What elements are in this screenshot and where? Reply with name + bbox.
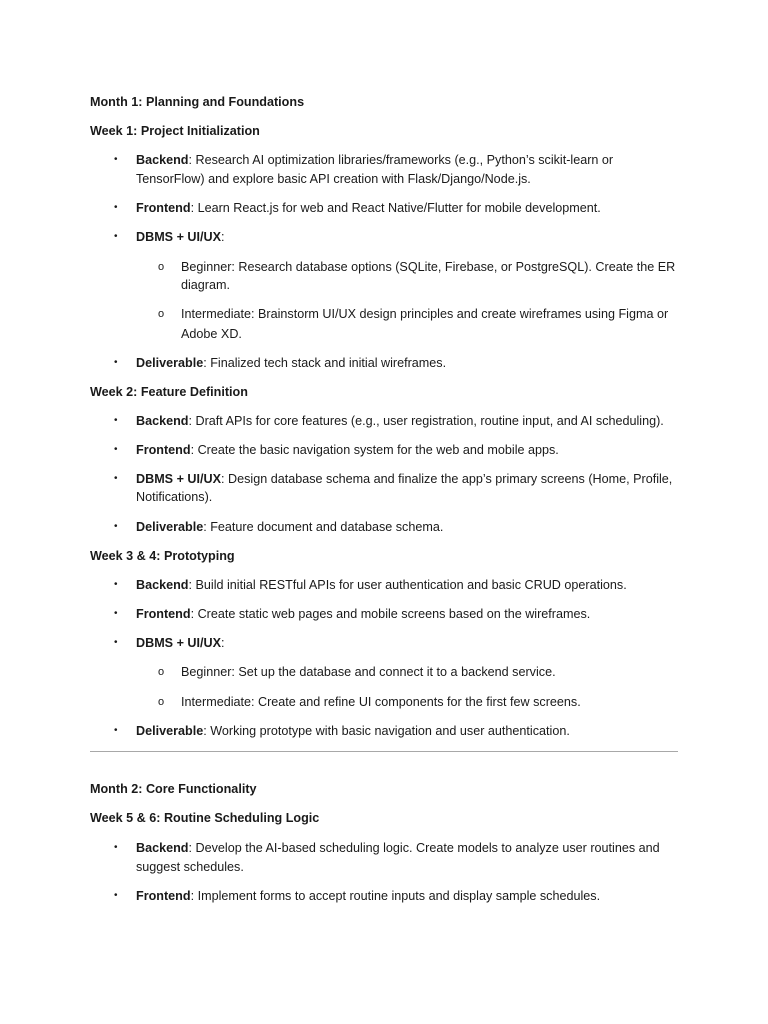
item-text: : Implement forms to accept routine inputs and display sample schedules. [190,889,601,903]
item-text: : Finalized tech stack and initial wireframes. [203,356,447,370]
item-term: Backend [136,414,189,428]
item-term: DBMS + UI/UX [136,636,222,650]
bullet-icon: • [114,579,118,590]
item-text: : [221,230,225,244]
item-text: : Feature document and database schema. [203,520,444,534]
list-item [136,888,600,904]
bullet-icon: • [114,521,118,532]
list-item-continuation: Notifications). [136,490,213,504]
sub-list-item: Beginner: Set up the database and connect it to a backend service. [181,665,556,679]
item-text: : [221,636,225,650]
item-text: : Working prototype with basic navigation and user authentication. [203,724,570,738]
item-text: : Design database schema and finalize the app’s primary screens (Home, Profile, [221,472,673,486]
week-heading: Week 1: Project Initialization [90,124,260,138]
bullet-icon: • [114,154,118,165]
item-term: Frontend [136,607,191,621]
list-item [136,355,446,371]
list-item [136,413,664,429]
item-text: : Build initial RESTful APIs for user authentication and basic CRUD operations. [188,578,627,592]
bullet-icon: • [114,608,118,619]
bullet-icon: • [114,202,118,213]
sub-list-item: Intermediate: Brainstorm UI/UX design principles and create wireframes using Figma or [181,307,669,321]
item-term: Backend [136,153,189,167]
list-item [136,840,660,856]
item-term: Frontend [136,443,191,457]
list-item [136,723,570,739]
month-heading: Month 2: Core Functionality [90,782,257,796]
item-term: Deliverable [136,520,204,534]
month-heading: Month 1: Planning and Foundations [90,95,305,109]
item-term: Frontend [136,889,191,903]
bullet-icon: • [114,444,118,455]
bullet-icon: • [114,415,118,426]
bullet-icon: • [114,842,118,853]
bullet-icon: • [114,473,118,484]
week-heading: Week 3 & 4: Prototyping [90,549,235,563]
section-divider [90,751,678,752]
list-item [136,229,225,245]
bullet-icon: • [114,725,118,736]
item-term: Deliverable [136,724,204,738]
list-item [136,152,613,168]
list-item [136,519,443,535]
sub-list-item-continuation: diagram. [181,278,230,292]
item-text: : Create the basic navigation system for the web and mobile apps. [190,443,559,457]
item-text: : Learn React.js for web and React Native/Flutter for mobile development. [190,201,601,215]
sub-list-item: Beginner: Research database options (SQLite, Firebase, or PostgreSQL). Create the ER [181,260,676,274]
item-term: DBMS + UI/UX [136,472,222,486]
bullet-icon: • [114,890,118,901]
sub-list-item: Intermediate: Create and refine UI components for the first few screens. [181,695,581,709]
list-item [136,442,559,458]
item-text: : Develop the AI-based scheduling logic. Create models to analyze user routines and [188,841,660,855]
sub-bullet-icon: o [158,696,165,708]
list-item [136,606,590,622]
item-term: Backend [136,578,189,592]
list-item [136,577,627,593]
week-heading: Week 5 & 6: Routine Scheduling Logic [90,811,320,825]
list-item [136,200,601,216]
list-item [136,471,672,487]
week-heading: Week 2: Feature Definition [90,385,248,399]
sub-bullet-icon: o [158,666,165,678]
item-term: DBMS + UI/UX [136,230,222,244]
item-term: Frontend [136,201,191,215]
item-term: Deliverable [136,356,204,370]
list-item-continuation: TensorFlow) and explore basic API creation with Flask/Django/Node.js. [136,172,531,186]
list-item-continuation: suggest schedules. [136,860,244,874]
sub-bullet-icon: o [158,308,165,320]
bullet-icon: • [114,357,118,368]
sub-list-item-continuation: Adobe XD. [181,327,242,341]
item-term: Backend [136,841,189,855]
sub-bullet-icon: o [158,261,165,273]
bullet-icon: • [114,637,118,648]
item-text: : Research AI optimization libraries/frameworks (e.g., Python’s scikit-learn or [188,153,614,167]
item-text: : Create static web pages and mobile screens based on the wireframes. [190,607,591,621]
item-text: : Draft APIs for core features (e.g., user registration, routine input, and AI scheduling). [188,414,664,428]
bullet-icon: • [114,231,118,242]
list-item [136,635,225,651]
